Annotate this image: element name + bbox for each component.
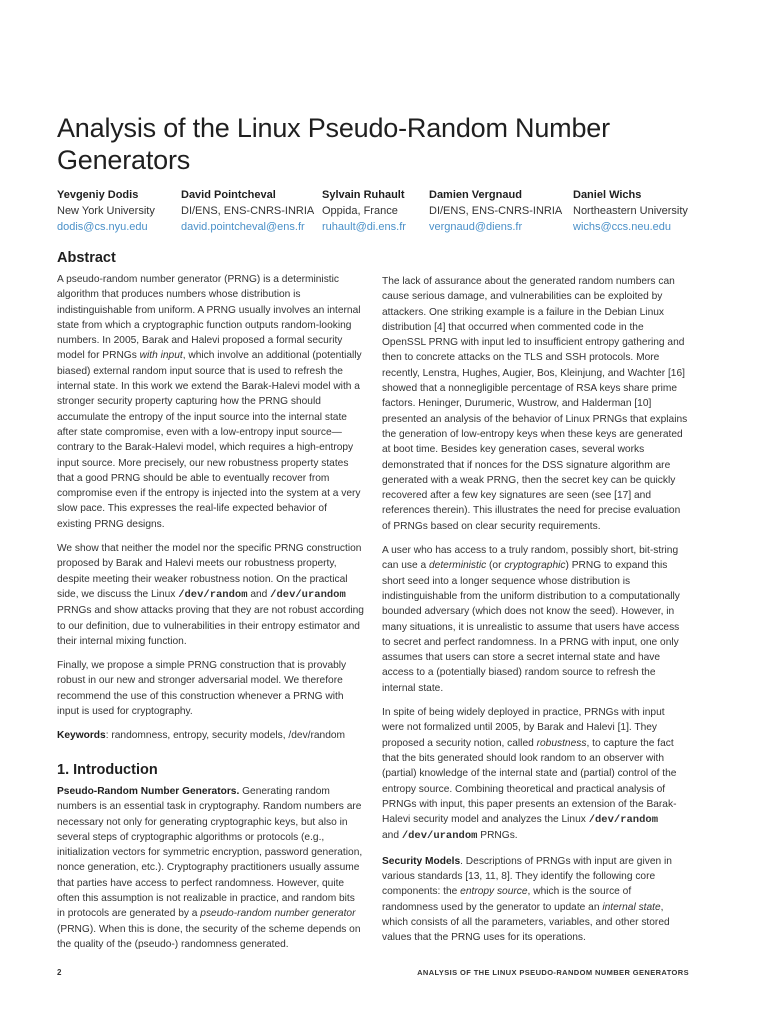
code-dev-random: /dev/random bbox=[588, 814, 659, 827]
author-name: David Pointcheval bbox=[181, 189, 276, 201]
author-name: Damien Vergnaud bbox=[429, 189, 522, 201]
author-1 bbox=[57, 187, 155, 235]
author-affiliation: New York University bbox=[57, 205, 155, 217]
paper-title: Analysis of the Linux Pseudo-Random Number Generators bbox=[57, 113, 610, 175]
author-email-link[interactable]: wichs@ccs.neu.edu bbox=[573, 221, 671, 233]
author-email-link[interactable]: ruhault@di.ens.fr bbox=[322, 221, 406, 233]
code-dev-random: /dev/random bbox=[178, 588, 248, 601]
left-column bbox=[57, 272, 364, 753]
code-dev-urandom: /dev/urandom bbox=[401, 830, 478, 843]
code-dev-urandom: /dev/urandom bbox=[270, 588, 346, 601]
right-paragraph-2: A user who has access to a truly random, possibly short, bit-string can use a deterministic (or cryptographic) PRNG to expand this short seed into a longer sequence whose distribution is indistinguishable from the uniform distribution to a computationally bounded adversary (which does not know the seed). However, in many situations, it is unrealistic to assume that users have access to secret and perfect randomness. In a PRNG with input, one only assumes that users can store a secret internal state and have access to a (potentially biased) random source to refresh the internal state. bbox=[382, 545, 680, 694]
author-affiliation: DI/ENS, ENS-CNRS-INRIA bbox=[181, 205, 315, 217]
abstract-paragraph-3: Finally, we propose a simple PRNG construction that is provably robust in our new and stronger adversarial model. We therefore recommend the use of this construction whenever a PRNG with input is used for cryptography. bbox=[57, 660, 347, 718]
introduction-heading: 1. Introduction bbox=[57, 762, 158, 778]
author-email-link[interactable]: dodis@cs.nyu.edu bbox=[57, 221, 148, 233]
author-email-link[interactable]: david.pointcheval@ens.fr bbox=[181, 221, 305, 233]
running-title: ANALYSIS OF THE LINUX PSEUDO-RANDOM NUMBER GENERATORS bbox=[417, 968, 689, 977]
intro-column bbox=[57, 784, 364, 961]
author-name: Daniel Wichs bbox=[573, 189, 642, 201]
right-column bbox=[382, 274, 689, 954]
security-models-paragraph: Security Models. Descriptions of PRNGs with input are given in various standards [13, 11, 8]. They identify the following core components: the entropy source, which is the source of randomness used by the generator to update an internal state, which consists of all the parameters, variables, and other stored values that the PRNG uses for its operations. bbox=[382, 855, 672, 944]
author-3 bbox=[322, 187, 406, 235]
right-paragraph-3: In spite of being widely deployed in practice, PRNGs with input were not formalized until 2005, by Barak and Halevi [1]. They proposed a security notion, called robustness, to capture the fact that the bits generated should look random to an observer with (partial) knowledge of the internal state and (partial) control of the entropy source. Combining theoretical and practical analysis of PRNGs with input, this paper presents an extension of the Barak-Halevi security model and analyzes the Linux /dev/random and /dev/urandom PRNGs. bbox=[382, 707, 677, 843]
author-email-link[interactable]: vergnaud@diens.fr bbox=[429, 221, 523, 233]
author-affiliation: Northeastern University bbox=[573, 205, 688, 217]
intro-paragraph-1: Pseudo-Random Number Generators. Generating random numbers is an essential task in cryptography. Random numbers are necessary not only for generating cryptographic keys, but also in several steps of cryptographic algorithms or protocols (e.g., initialization vectors for symmetric encryption, password generation, nonce generation, etc.). Cryptography practitioners usually assume that parties have access to perfect randomness. However, quite often this assumption is not realizable in practice, and random bits in protocols are generated by a pseudo-random number generator (PRNG). When this is done, the security of the scheme depends on the quality of the (pseudo-) randomness generated. bbox=[57, 786, 363, 950]
author-affiliation: Oppida, France bbox=[322, 205, 398, 217]
author-name: Sylvain Ruhault bbox=[322, 189, 405, 201]
page-number: 2 bbox=[57, 968, 62, 977]
abstract-paragraph-1: A pseudo-random number generator (PRNG) is a deterministic algorithm that produces numbers whose distribution is indistinguishable from uniform. A PRNG usually involves an internal state from which a cryptographic function outputs random-looking numbers. In 2005, Barak and Halevi proposed a formal security model for PRNGs with input, which involve an additional (potentially biased) external random input source that is used to refresh the internal state. In this work we extend the Barak-Halevi model with a stronger security property capturing how the PRNG should accumulate the entropy of the input source into the internal state after state compromise, even with a low-entropy input source—contrary to the Barak-Halevi model, which requires a high-entropy input source. More precisely, our new robustness property states that a good PRNG should be able to eventually recover from compromise even if the entropy is injected into the system at a very slow pace. This expresses the real-life expected behavior of existing PRNG designs. bbox=[57, 274, 362, 530]
author-name: Yevgeniy Dodis bbox=[57, 189, 139, 201]
abstract-paragraph-2: We show that neither the model nor the specific PRNG construction proposed by Barak and Halevi meets our robustness property, despite meeting their weaker robustness notion. On the practical side, we discuss the Linux /dev/random and /dev/urandom PRNGs and show attacks proving that they are not robust according to our definition, due to vulnerabilities in their entropy estimator and their internal mixing function. bbox=[57, 543, 364, 647]
author-2 bbox=[181, 187, 314, 235]
author-4 bbox=[429, 187, 562, 235]
right-paragraph-1: The lack of assurance about the generated random numbers can cause serious damage, and vulnerabilities can be exploited by attackers. One striking example is a failure in the Debian Linux distribution [4] that occurred when commented code in the OpenSSL PRNG with input led to insufficient entropy gathering and then to concrete attacks on the TLS and SSH protocols. More recently, Lenstra, Hughes, Augier, Bos, Kleinjung, and Wachter [16] showed that a nonnegligible percentage of RSA keys share prime factors. Heninger, Durumeric, Wustrow, and Halderman [10] presented an analysis of the behavior of Linux PRNGs that explains the generation of low-entropy keys when these keys are generated at boot time. Besides key generation cases, several works demonstrated that if nonces for the DSS signature algorithm are generated with a weak PRNG, then the secret key can be quickly recovered after a few key signatures are seen (see [17] and references therein). This illustrates the need for precise evaluation of PRNGs based on clear security requirements. bbox=[382, 276, 688, 532]
abstract-heading: Abstract bbox=[57, 250, 116, 266]
keywords: Keywords: randomness, entropy, security models, /dev/random bbox=[57, 730, 346, 742]
author-affiliation: DI/ENS, ENS-CNRS-INRIA bbox=[429, 205, 563, 217]
author-5 bbox=[573, 187, 688, 235]
